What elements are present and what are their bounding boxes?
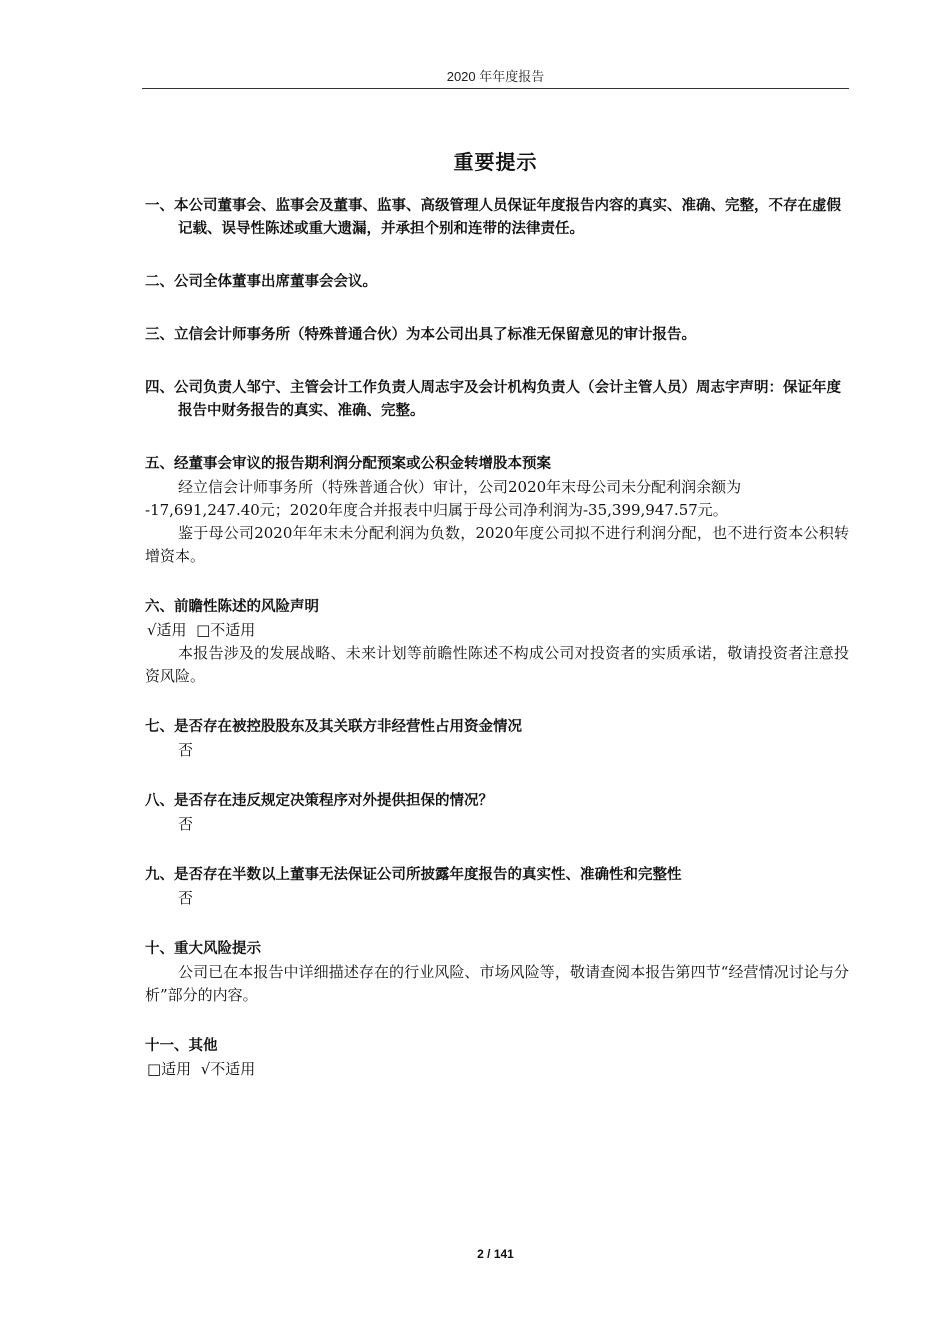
section-4	[145, 377, 849, 423]
section-11-heading: 十一、其他	[145, 1038, 218, 1054]
header-divider	[142, 88, 849, 89]
section-10	[145, 938, 849, 1007]
section-6-heading: 六、前瞻性陈述的风险声明	[145, 599, 319, 615]
section-5-heading: 五、经董事会审议的报告期利润分配预案或公积金转增股本预案	[145, 456, 551, 472]
section-8-answer: 否	[178, 815, 194, 833]
section-8	[145, 790, 849, 836]
section-10-paragraph: 公司已在本报告中详细描述存在的行业风险、市场风险等，敬请查阅本报告第四节“经营情况讨论与分析”部分的内容。	[145, 963, 849, 1004]
page-header: 2020 年年度报告	[446, 69, 545, 84]
section-3	[145, 324, 849, 347]
section-5-paragraph-1a: 经立信会计师事务所（特殊普通合伙）审计，公司2020年末母公司未分配利润余额为	[178, 478, 742, 496]
section-3-heading: 三、立信会计师事务所（特殊普通合伙）为本公司出具了标准无保留意见的审计报告。	[145, 327, 696, 343]
page-number: 2 / 141	[477, 1247, 514, 1261]
section-9	[145, 864, 849, 910]
section-11-applicability: □适用 √不适用	[147, 1060, 256, 1078]
section-6-applicability: √适用 □不适用	[147, 621, 256, 639]
section-1-heading: 一、本公司董事会、监事会及董事、监事、高级管理人员保证年度报告内容的真实、准确、完整，不存在虚假记载、误导性陈述或重大遗漏，并承担个别和连带的法律责任。	[145, 198, 841, 237]
section-1	[145, 195, 849, 241]
section-6-paragraph: 本报告涉及的发展战略、未来计划等前瞻性陈述不构成公司对投资者的实质承诺，敬请投资者注意投资风险。	[145, 644, 849, 685]
section-4-heading: 四、公司负责人邹宁、主管会计工作负责人周志宇及会计机构负责人（会计主管人员）周志宇声明：保证年度报告中财务报告的真实、准确、完整。	[145, 380, 841, 419]
section-5-paragraph-2: 鉴于母公司2020年年末未分配利润为负数，2020年度公司拟不进行利润分配，也不进行资本公积转增资本。	[145, 524, 849, 565]
section-6	[145, 596, 849, 688]
section-2	[145, 271, 849, 294]
report-body	[145, 195, 849, 1081]
section-7-heading: 七、是否存在被控股股东及其关联方非经营性占用资金情况	[145, 719, 522, 735]
section-7	[145, 716, 849, 762]
section-5-paragraph-1b: -17,691,247.40元；2020年度合并报表中归属于母公司净利润为-35,399,947.57元。	[145, 501, 728, 519]
page-title: 重要提示	[453, 150, 538, 174]
section-5	[145, 453, 849, 568]
section-2-heading: 二、公司全体董事出席董事会会议。	[145, 274, 377, 290]
section-9-heading: 九、是否存在半数以上董事无法保证公司所披露年度报告的真实性、准确性和完整性	[145, 867, 682, 883]
section-7-answer: 否	[178, 741, 194, 759]
section-9-answer: 否	[178, 889, 194, 907]
section-8-heading: 八、是否存在违反规定决策程序对外提供担保的情况？	[145, 793, 493, 809]
section-11	[145, 1035, 849, 1081]
section-10-heading: 十、重大风险提示	[145, 941, 261, 957]
